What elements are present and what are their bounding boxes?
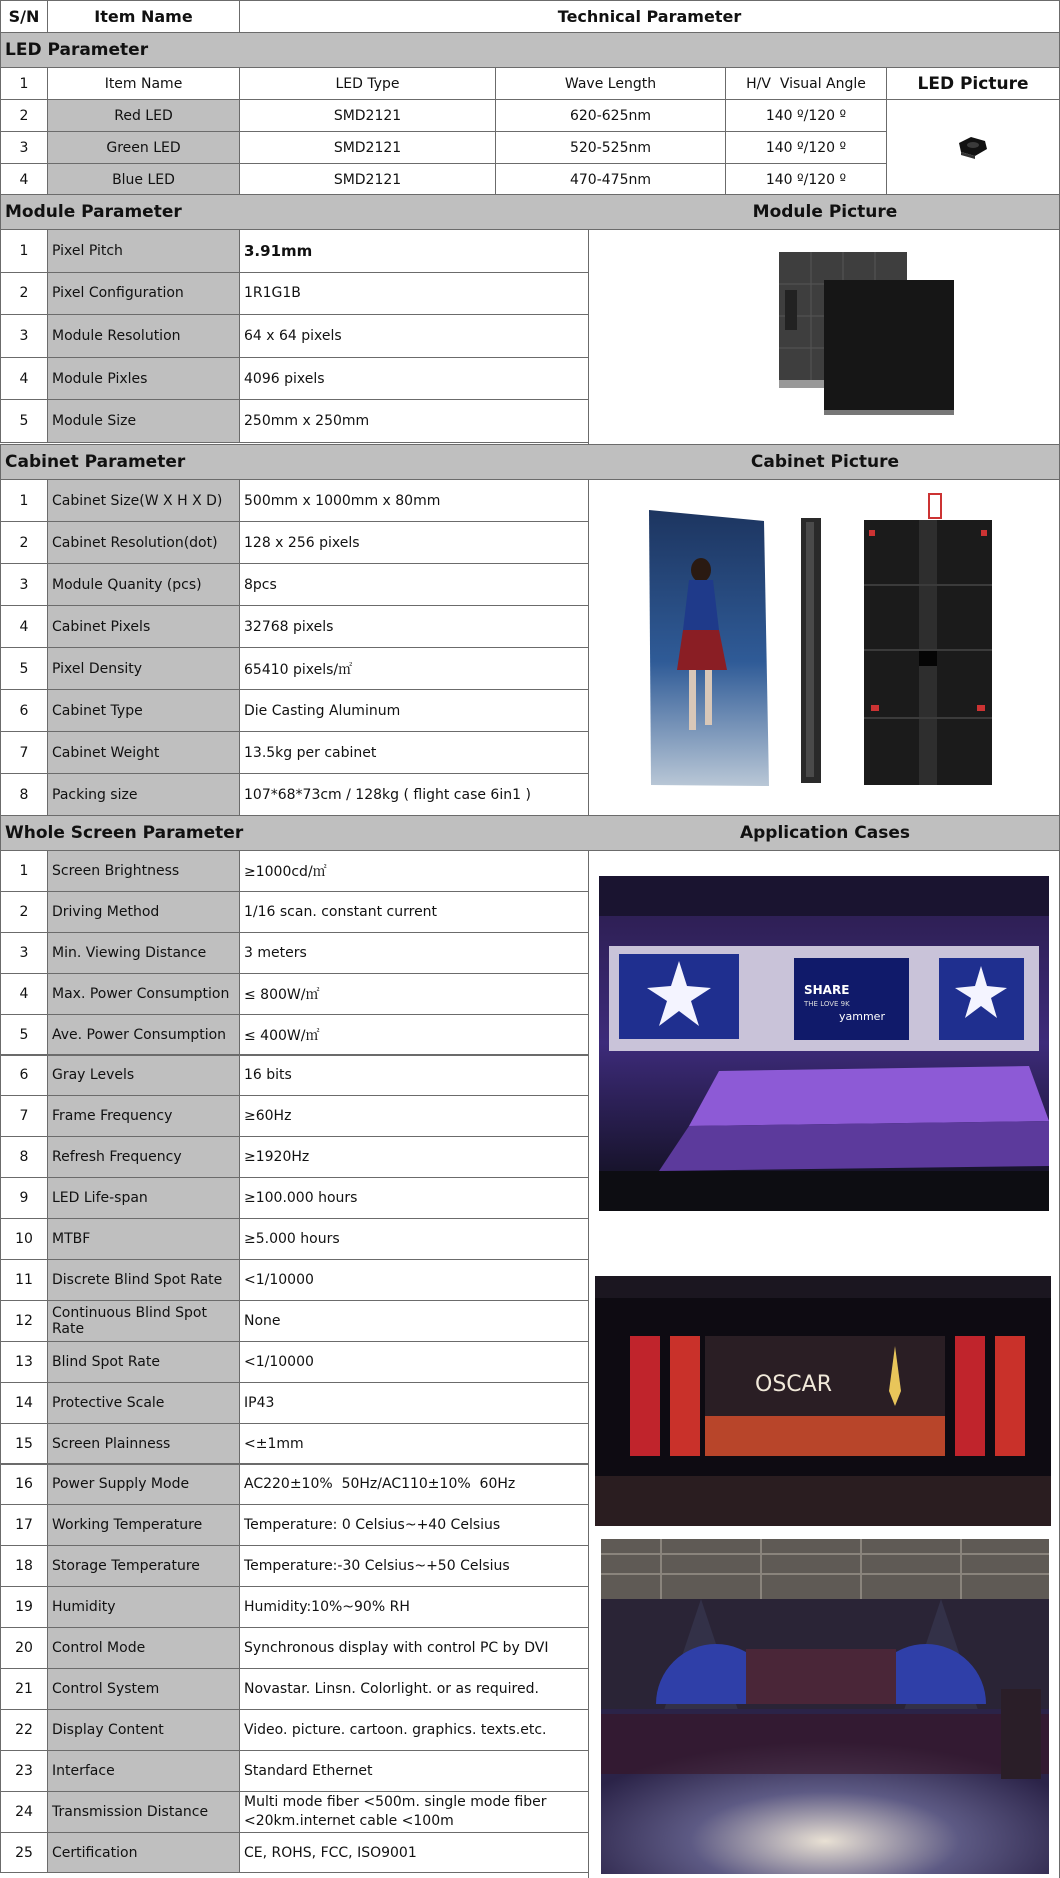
led-row-sn: 3 (0, 131, 48, 164)
screen-row-sn: 14 (0, 1382, 48, 1424)
module-row-value: 64 x 64 pixels (239, 314, 589, 358)
screen-row-sn: 20 (0, 1627, 48, 1669)
cabinet-row-value: 65410 pixels/㎡ (239, 647, 589, 690)
case1-brand-text: yammer (839, 1010, 885, 1023)
module-row-sn: 5 (0, 399, 48, 443)
module-row-name: Pixel Pitch (47, 229, 240, 273)
screen-row-sn: 4 (0, 973, 48, 1015)
module-row-value: 250mm x 250mm (239, 399, 589, 443)
screen-row-sn: 24 (0, 1791, 48, 1833)
screen-row-name: Refresh Frequency (47, 1136, 240, 1178)
screen-row-name: Continuous Blind Spot Rate (47, 1300, 240, 1342)
led-col-led-type: LED Type (239, 67, 496, 100)
screen-row-name: Blind Spot Rate (47, 1341, 240, 1383)
header-technical-parameter: Technical Parameter (239, 0, 1060, 33)
screen-row-sn: 25 (0, 1832, 48, 1874)
screen-row-name: MTBF (47, 1218, 240, 1260)
cabinet-row-value: 107*68*73cm / 128kg ( flight case 6in1 ) (239, 773, 589, 816)
screen-row-value: ≥5.000 hours (239, 1218, 589, 1260)
screen-row-sn: 17 (0, 1504, 48, 1546)
module-row-name: Pixel Configuration (47, 272, 240, 316)
screen-row-name: Min. Viewing Distance (47, 932, 240, 974)
screen-row-value: ≥60Hz (239, 1095, 589, 1137)
led-row-angle: 140 º/120 º (725, 163, 887, 196)
cabinet-row-value: 8pcs (239, 563, 589, 606)
screen-row-name: Control Mode (47, 1627, 240, 1669)
screen-row-name: Display Content (47, 1709, 240, 1751)
cabinet-row-value: Die Casting Aluminum (239, 689, 589, 732)
screen-row-value: Temperature: 0 Celsius~+40 Celsius (239, 1504, 589, 1546)
screen-row-name: Humidity (47, 1586, 240, 1628)
module-row-sn: 2 (0, 272, 48, 316)
cabinet-row-name: Module Quanity (pcs) (47, 563, 240, 606)
cabinet-row-name: Pixel Density (47, 647, 240, 690)
cabinet-row-sn: 6 (0, 689, 48, 732)
application-case-1-photo (599, 876, 1049, 1211)
led-row-wave: 470-475nm (495, 163, 726, 196)
module-row-sn: 3 (0, 314, 48, 358)
application-case-3-photo (601, 1539, 1049, 1874)
screen-row-value: IP43 (239, 1382, 589, 1424)
screen-row-value: ≥100.000 hours (239, 1177, 589, 1219)
module-row-name: Module Size (47, 399, 240, 443)
screen-row-value: Novastar. Linsn. Colorlight. or as required. (239, 1668, 589, 1710)
screen-row-name: Screen Plainness (47, 1423, 240, 1465)
led-col-sn: 1 (0, 67, 48, 100)
screen-row-value: 16 bits (239, 1055, 589, 1097)
screen-row-name: Storage Temperature (47, 1545, 240, 1587)
screen-row-name: Max. Power Consumption (47, 973, 240, 1015)
screen-section-title: Whole Screen Parameter Application Cases (0, 815, 1060, 851)
screen-row-sn: 7 (0, 1095, 48, 1137)
module-row-value: 4096 pixels (239, 357, 589, 401)
module-row-sn: 1 (0, 229, 48, 273)
cabinet-row-sn: 1 (0, 479, 48, 522)
cabinet-row-sn: 5 (0, 647, 48, 690)
screen-row-value: ≥1920Hz (239, 1136, 589, 1178)
cabinet-row-name: Cabinet Weight (47, 731, 240, 774)
screen-row-value: 1/16 scan. constant current (239, 891, 589, 933)
screen-row-sn: 11 (0, 1259, 48, 1301)
screen-row-sn: 9 (0, 1177, 48, 1219)
cabinet-row-value: 32768 pixels (239, 605, 589, 648)
smd-led-icon (887, 100, 1059, 194)
screen-row-sn: 5 (0, 1014, 48, 1056)
screen-row-name: Screen Brightness (47, 850, 240, 892)
led-section-title: LED Parameter (0, 32, 1060, 68)
led-picture-label: LED Picture (886, 67, 1060, 100)
screen-row-sn: 12 (0, 1300, 48, 1342)
cabinet-row-name: Cabinet Pixels (47, 605, 240, 648)
screen-row-sn: 2 (0, 891, 48, 933)
screen-row-sn: 19 (0, 1586, 48, 1628)
case2-title-text: OSCAR (755, 1372, 832, 1397)
screen-row-sn: 18 (0, 1545, 48, 1587)
screen-row-value: CE, ROHS, FCC, ISO9001 (239, 1832, 589, 1874)
screen-row-sn: 8 (0, 1136, 48, 1178)
led-row-type: SMD2121 (239, 99, 496, 132)
screen-row-sn: 15 (0, 1423, 48, 1465)
application-cases-panel (588, 850, 1060, 1878)
led-col-visual-angle: H/V Visual Angle (725, 67, 887, 100)
screen-row-value: None (239, 1300, 589, 1342)
screen-row-value: ≤ 400W/㎡ (239, 1014, 589, 1056)
header-sn: S/N (0, 0, 48, 33)
screen-row-name: Discrete Blind Spot Rate (47, 1259, 240, 1301)
module-picture-label: Module Picture (752, 202, 898, 222)
screen-row-sn: 13 (0, 1341, 48, 1383)
screen-row-name: Gray Levels (47, 1055, 240, 1097)
cabinet-row-sn: 7 (0, 731, 48, 774)
module-row-name: Module Pixles (47, 357, 240, 401)
led-module-image (589, 230, 1059, 444)
led-col-item-name: Item Name (47, 67, 240, 100)
screen-row-value: Humidity:10%~90% RH (239, 1586, 589, 1628)
led-row-type: SMD2121 (239, 131, 496, 164)
screen-row-value: <1/10000 (239, 1259, 589, 1301)
screen-row-sn: 23 (0, 1750, 48, 1792)
screen-row-name: LED Life-span (47, 1177, 240, 1219)
cabinet-picture (588, 479, 1060, 816)
led-col-wave-length: Wave Length (495, 67, 726, 100)
screen-row-name: Interface (47, 1750, 240, 1792)
cabinet-row-sn: 3 (0, 563, 48, 606)
screen-row-name: Control System (47, 1668, 240, 1710)
led-picture (886, 99, 1060, 195)
module-row-value: 1R1G1B (239, 272, 589, 316)
led-row-name: Red LED (47, 99, 240, 132)
led-row-angle: 140 º/120 º (725, 131, 887, 164)
cabinet-picture-label: Cabinet Picture (750, 452, 900, 472)
screen-row-name: Protective Scale (47, 1382, 240, 1424)
screen-row-sn: 1 (0, 850, 48, 892)
screen-row-sn: 10 (0, 1218, 48, 1260)
screen-row-name: Ave. Power Consumption (47, 1014, 240, 1056)
screen-row-value: Video. picture. cartoon. graphics. texts.etc. (239, 1709, 589, 1751)
screen-row-sn: 21 (0, 1668, 48, 1710)
led-row-wave: 620-625nm (495, 99, 726, 132)
application-case-2-photo (595, 1276, 1051, 1526)
cabinet-row-name: Packing size (47, 773, 240, 816)
cabinet-row-sn: 2 (0, 521, 48, 564)
cabinet-row-value: 500mm x 1000mm x 80mm (239, 479, 589, 522)
screen-row-name: Transmission Distance (47, 1791, 240, 1833)
screen-row-value: Standard Ethernet (239, 1750, 589, 1792)
screen-row-sn: 16 (0, 1464, 48, 1506)
cabinet-row-value: 13.5kg per cabinet (239, 731, 589, 774)
cabinet-row-name: Cabinet Type (47, 689, 240, 732)
led-row-name: Blue LED (47, 163, 240, 196)
cabinet-row-sn: 4 (0, 605, 48, 648)
cabinet-section-title: Cabinet Parameter Cabinet Picture (0, 444, 1060, 480)
cabinet-row-name: Cabinet Size(W X H X D) (47, 479, 240, 522)
led-row-name: Green LED (47, 131, 240, 164)
screen-row-sn: 3 (0, 932, 48, 974)
module-picture (588, 229, 1060, 445)
screen-row-value: ≤ 800W/㎡ (239, 973, 589, 1015)
screen-row-name: Certification (47, 1832, 240, 1874)
screen-row-name: Frame Frequency (47, 1095, 240, 1137)
screen-row-value: Synchronous display with control PC by DVI (239, 1627, 589, 1669)
case1-screen-text: SHARE (804, 983, 850, 997)
screen-row-value: <1/10000 (239, 1341, 589, 1383)
screen-row-value: 3 meters (239, 932, 589, 974)
module-row-value: 3.91mm (239, 229, 589, 273)
screen-row-value: ≥1000cd/㎡ (239, 850, 589, 892)
screen-row-sn: 6 (0, 1055, 48, 1097)
cabinet-image (589, 480, 1059, 815)
application-cases-label: Application Cases (739, 823, 911, 843)
screen-row-name: Working Temperature (47, 1504, 240, 1546)
cabinet-row-name: Cabinet Resolution(dot) (47, 521, 240, 564)
screen-row-name: Power Supply Mode (47, 1464, 240, 1506)
screen-row-name: Driving Method (47, 891, 240, 933)
module-row-name: Module Resolution (47, 314, 240, 358)
module-row-sn: 4 (0, 357, 48, 401)
screen-row-value: <±1mm (239, 1423, 589, 1465)
led-row-wave: 520-525nm (495, 131, 726, 164)
led-row-sn: 4 (0, 163, 48, 196)
screen-row-sn: 22 (0, 1709, 48, 1751)
module-section-title: Module Parameter Module Picture (0, 194, 1060, 230)
screen-row-value: Multi mode fiber <500m. single mode fiber <20km.internet cable <100m (239, 1791, 589, 1833)
led-row-angle: 140 º/120 º (725, 99, 887, 132)
screen-row-value: Temperature:-30 Celsius~+50 Celsius (239, 1545, 589, 1587)
cabinet-row-value: 128 x 256 pixels (239, 521, 589, 564)
screen-row-value: AC220±10% 50Hz/AC110±10% 60Hz (239, 1464, 589, 1506)
header-item-name: Item Name (47, 0, 240, 33)
cabinet-row-sn: 8 (0, 773, 48, 816)
case1-screen-sub: THE LOVE 9K (804, 1000, 850, 1008)
led-row-type: SMD2121 (239, 163, 496, 196)
led-row-sn: 2 (0, 99, 48, 132)
